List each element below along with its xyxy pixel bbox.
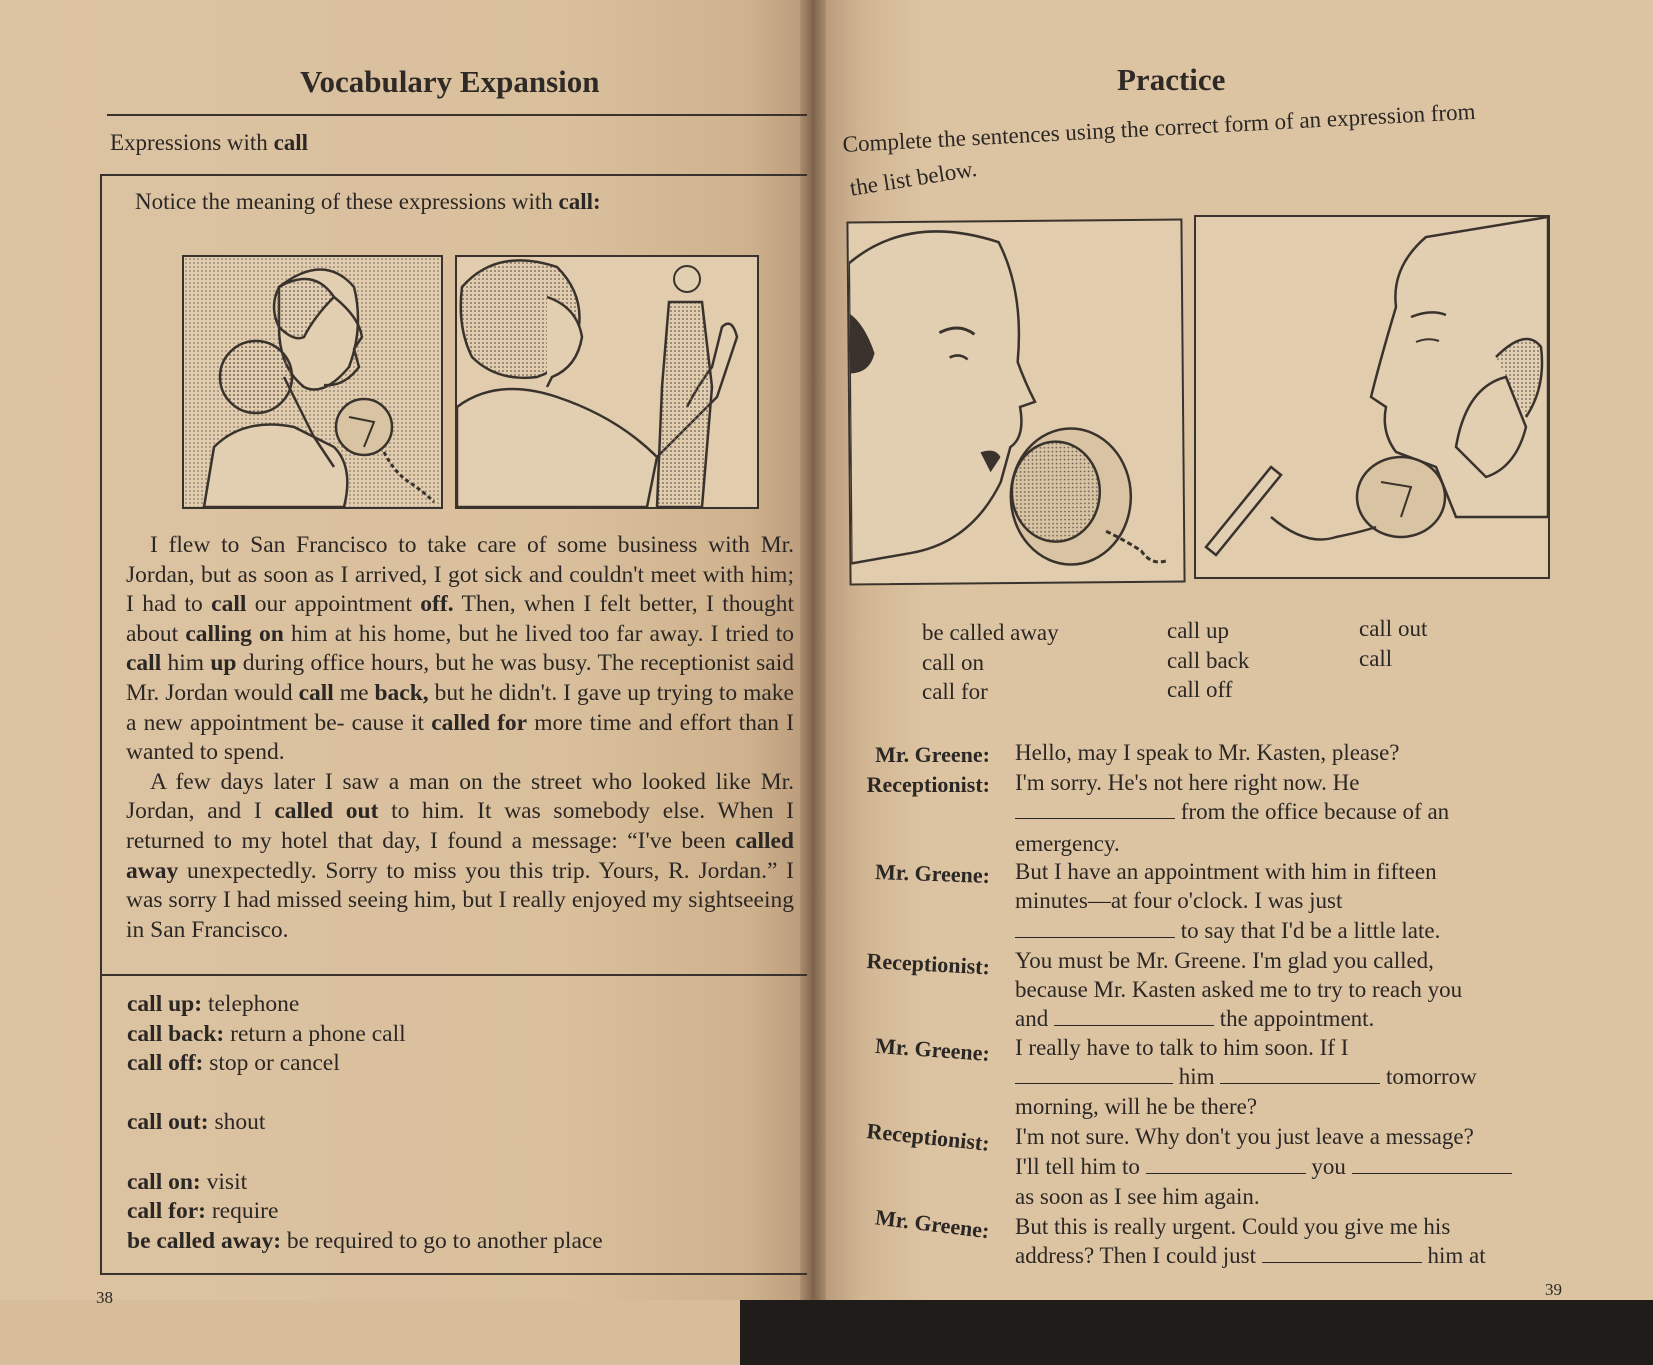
definition-item: call back: return a phone call <box>127 1020 406 1047</box>
keyword-expression: called out <box>274 798 379 825</box>
answer-blank[interactable] <box>1015 919 1175 938</box>
dialogue-line: You must be Mr. Greene. I'm glad you called, <box>1015 948 1434 973</box>
keyword-expression: calling on <box>185 620 284 647</box>
word-list-item: call off <box>1167 677 1233 702</box>
story-text-segment: him at his home, but he lived <box>283 620 573 647</box>
answer-blank[interactable] <box>1262 1244 1422 1263</box>
story-text-segment: Mr. Jordan, and I <box>126 768 794 825</box>
dialogue-line: But this is really urgent. Could you give me his <box>1015 1214 1451 1239</box>
illustration-woman-on-phone-pencil <box>1194 215 1550 579</box>
answer-blank[interactable] <box>1054 1007 1214 1026</box>
dialogue-line: Hello, may I speak to Mr. Kasten, please? <box>1015 740 1400 765</box>
story-text-segment: Then, when I felt <box>453 591 631 618</box>
speaker-label: Receptionist: <box>865 1118 991 1156</box>
word-list-col-3 <box>1359 614 1427 673</box>
page-number-left: 38 <box>96 1288 113 1307</box>
title-rule <box>107 114 807 116</box>
speaker-label: Receptionist: <box>866 948 991 980</box>
story-text-segment: unexpectedly. Sorry to miss you this trip. <box>178 857 591 884</box>
dialogue-line: I'll tell him to you <box>1015 1154 1512 1180</box>
story-text-segment: better, I thought about <box>126 591 794 647</box>
keyword-expression: call <box>211 591 247 618</box>
keyword-expression: call <box>298 679 334 706</box>
word-list-col-2 <box>1167 616 1249 705</box>
speaker-label: Receptionist: <box>866 772 990 797</box>
definition-item: call on: visit <box>127 1168 248 1195</box>
story-text-segment: been <box>681 827 736 854</box>
keyword-expression: called away <box>126 827 795 884</box>
definition-item: call out: shout <box>127 1109 266 1136</box>
story-text-segment: too far away. I tried to <box>579 620 795 647</box>
story-text-segment: When I returned to my hotel that day, I found a message: “I've <box>126 798 795 854</box>
story-text-segment: him <box>161 650 211 677</box>
dialogue-line: But I have an appointment with him in fifteen <box>1015 859 1437 884</box>
definition-item: call off: stop or cancel <box>127 1050 340 1077</box>
story-text-segment: really enjoyed my sightseeing in San Francisco. <box>126 887 794 943</box>
dialogue-line: minutes—at four o'clock. I was just <box>1015 888 1343 913</box>
word-list-item: call <box>1359 645 1393 671</box>
left-page <box>0 0 812 1365</box>
page-edge <box>0 1300 812 1365</box>
word-list-item: be called away <box>922 620 1059 645</box>
dialogue-line: address? Then I could just him at <box>1015 1243 1486 1268</box>
answer-blank[interactable] <box>1146 1155 1306 1174</box>
keyword-expression: called for <box>431 709 528 736</box>
speaker-label: Mr. Greene: <box>873 1204 991 1244</box>
story-text-segment: me <box>333 679 375 706</box>
illustration-man-on-phone <box>846 219 1185 586</box>
dialogue-line: from the office because of an <box>1015 799 1449 825</box>
answer-blank[interactable] <box>1220 1065 1380 1084</box>
keyword-expression: call <box>126 650 162 677</box>
word-list-item: call for <box>922 679 988 704</box>
dialogue-line: I'm not sure. Why don't you just leave a message? <box>1015 1124 1474 1149</box>
instructions-line-2: the list below. <box>848 155 979 201</box>
notice-text <box>135 187 601 217</box>
speaker-label: Mr. Greene: <box>875 742 990 767</box>
dialogue-line: as soon as I see him again. <box>1015 1184 1260 1209</box>
story-text-segment: to him. It was somebody else. <box>378 798 706 825</box>
definition-item: call up: telephone <box>127 991 300 1017</box>
dialogue-line: him tomorrow <box>1015 1064 1477 1090</box>
word-list-col-1 <box>922 618 1059 707</box>
answer-blank[interactable] <box>1015 1065 1173 1084</box>
box-top-border <box>102 174 807 176</box>
instructions-line-1: Complete the sentences using the correct form of an expression from <box>842 98 1477 157</box>
story-text-segment: with him; I had to <box>126 561 794 618</box>
story-text-segment: Yours, R. Jordan.” I was sorry I had missed seeing him, but I <box>126 857 794 914</box>
story-paragraph-1 <box>126 531 794 768</box>
word-list-item: call on <box>922 649 984 675</box>
story-text <box>126 531 794 945</box>
story-text-segment: but he didn't. I gave up trying to make a new appointment be- <box>126 679 794 736</box>
subtitle-keyword: call <box>273 130 309 155</box>
page-title: Vocabulary Expansion <box>300 64 600 99</box>
page-number-right: 39 <box>1545 1280 1562 1299</box>
story-text-segment: I flew to San Francisco to take care of some business with <box>150 532 750 558</box>
story-text-segment: Mr. Jordan, but as soon as I arrived, I got sick and couldn't meet <box>126 532 794 588</box>
word-list-item: call up <box>1167 618 1229 643</box>
story-text-segment: cause it <box>351 709 432 736</box>
page-title: Practice <box>1117 62 1226 97</box>
box-left-border <box>100 174 102 1274</box>
dialogue-line: I'm sorry. He's not here right now. He <box>1015 770 1360 795</box>
keyword-expression: off. <box>420 591 454 618</box>
dialogue-line: to say that I'd be a little late. <box>1015 918 1440 944</box>
illustration-woman-pointing <box>455 255 759 509</box>
right-page <box>812 0 1653 1365</box>
story-text-segment: more time and effort than I wanted to spend. <box>126 709 795 766</box>
definition-item: call for: require <box>127 1198 279 1225</box>
answer-blank[interactable] <box>1352 1155 1512 1174</box>
notice-keyword: call: <box>558 189 601 214</box>
notice-prefix: Notice the meaning of these expressions with <box>135 189 559 214</box>
box-divider <box>100 974 807 976</box>
speaker-label: Mr. Greene: <box>874 1032 991 1066</box>
subtitle-text: Expressions with <box>110 130 274 155</box>
definition-item: be called away: be required to go to another place <box>127 1227 603 1254</box>
background-surface <box>740 1300 1653 1365</box>
story-text-segment: during office hours, but he <box>236 650 494 677</box>
dialogue-line: emergency. <box>1015 831 1120 856</box>
keyword-expression: back, <box>374 679 429 706</box>
story-text-segment: A few days later I saw a man on the street who looked like <box>150 768 751 795</box>
keyword-expression: up <box>210 650 237 677</box>
story-text-segment: was busy. The receptionist said Mr. Jordan would <box>126 650 795 706</box>
section-subtitle <box>110 128 308 158</box>
dialogue-line: and the appointment. <box>1015 1006 1375 1031</box>
dialogue-line: I really have to talk to him soon. If I <box>1015 1035 1349 1060</box>
word-list-item: call back <box>1167 647 1250 673</box>
story-paragraph-2 <box>126 768 794 946</box>
illustration-woman-on-phone <box>182 255 443 509</box>
word-list-item: call out <box>1359 616 1428 641</box>
dialogue-line: because Mr. Kasten asked me to try to reach you <box>1015 977 1463 1002</box>
story-text-segment: our appointment <box>246 591 421 618</box>
box-bottom-border <box>100 1273 807 1275</box>
speaker-label: Mr. Greene: <box>874 858 991 888</box>
dialogue-line: morning, will he be there? <box>1015 1094 1258 1119</box>
answer-blank[interactable] <box>1015 800 1175 819</box>
book-gutter <box>800 0 826 1365</box>
